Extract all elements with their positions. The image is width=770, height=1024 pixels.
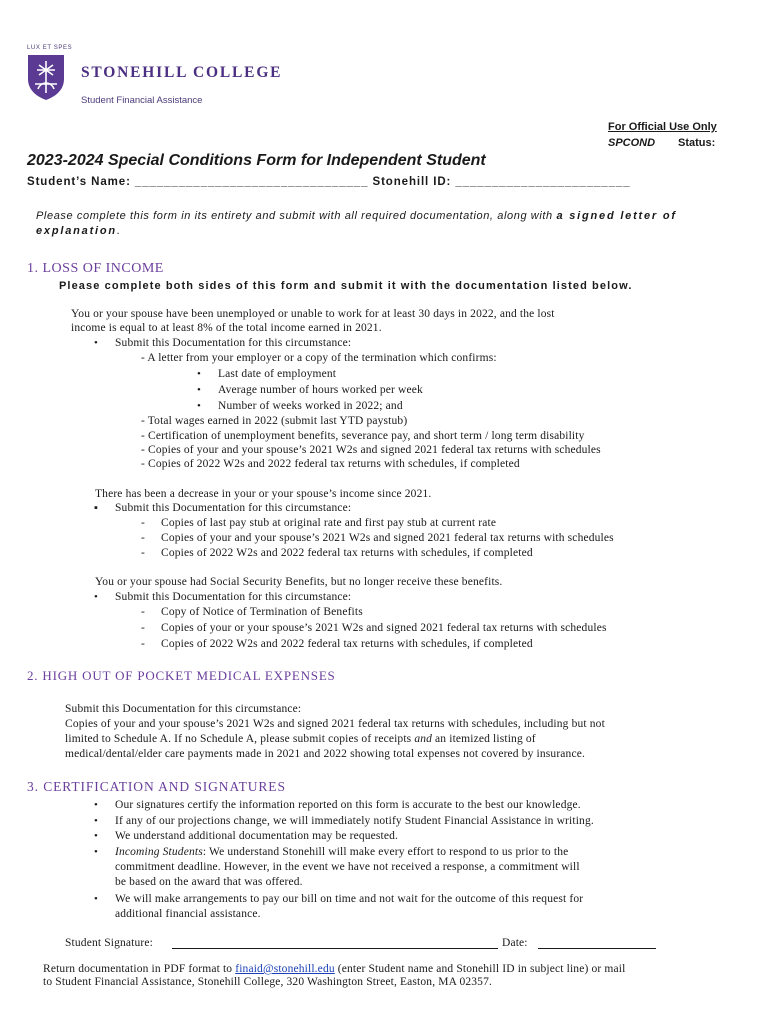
submit-label: Submit this Documentation for this circumstance: [115, 337, 352, 349]
certification-item: Incoming Students: We understand Stonehill will make every effort to respond to us prior to the [115, 846, 569, 858]
section-heading-medical: 2. HIGH OUT OF POCKET MEDICAL EXPENSES [27, 668, 336, 683]
certification-item: We will make arrangements to pay our bill on time and not wait for the outcome of this request for [115, 893, 584, 905]
confirm-item: Average number of hours worked per week [218, 384, 423, 396]
signature-label: Student Signature: [65, 937, 153, 949]
bullet-icon: • [94, 830, 98, 842]
decrease-intro: There has been a decrease in your or your spouse’s income since 2021. [95, 488, 432, 500]
certification-item: If any of our projections change, we will immediately notify Student Financial Assistance in writing. [115, 815, 594, 827]
dash-icon: - [141, 547, 145, 559]
footer-line: Return documentation in PDF format to finaid@stonehill.edu (enter Student name and Stonehill ID in subject line) or mail [43, 963, 626, 975]
bullet-icon: • [197, 400, 201, 412]
student-info-line [27, 176, 631, 188]
bullet-icon: • [94, 893, 98, 905]
name-label: Student’s Name: [27, 176, 131, 188]
section-heading-certification: 3. CERTIFICATION AND SIGNATURES [27, 779, 286, 794]
certification-item: be based on the award that was offered. [115, 876, 303, 888]
bullet-icon: ▪ [94, 502, 98, 514]
bullet-icon: • [94, 799, 98, 811]
certification-item: Our signatures certify the information reported on this form is accurate to the best our knowledge. [115, 799, 581, 811]
bullet-icon: • [94, 591, 98, 603]
dash-icon: - [141, 622, 145, 634]
signature-field[interactable] [172, 948, 498, 949]
doc-item: Copies of 2022 W2s and 2022 federal tax returns with schedules, if completed [161, 547, 533, 559]
dash-icon: - [141, 606, 145, 618]
doc-item: - Copies of your and your spouse’s 2021 W2s and signed 2021 federal tax returns with schedules [141, 444, 601, 456]
bullet-icon: • [197, 368, 201, 380]
logo-motto: LUX ET SPES [27, 45, 73, 51]
instructions: Please complete this form in its entirety and submit with all required documentation, along with a signed letter of explanation. [36, 210, 677, 237]
id-field[interactable]: ________________________ [455, 176, 631, 188]
college-name: STONEHILL COLLEGE [81, 64, 283, 81]
date-field[interactable] [538, 948, 656, 949]
certification-item: We understand additional documentation may be requested. [115, 830, 399, 842]
dash-icon: - [141, 638, 145, 650]
medical-doc-line: limited to Schedule A. If no Schedule A, please submit copies of receipts and an itemized listing of [65, 733, 536, 745]
id-label: Stonehill ID: [372, 176, 452, 188]
bullet-icon: • [94, 815, 98, 827]
certification-item: additional financial assistance. [115, 908, 261, 920]
official-use-label: For Official Use Only [608, 121, 717, 133]
date-label: Date: [502, 937, 528, 949]
submit-label: Submit this Documentation for this circumstance: [65, 703, 302, 715]
section-heading-loss-of-income: 1. LOSS OF INCOME [27, 261, 164, 276]
doc-item: - Copies of 2022 W2s and 2022 federal tax returns with schedules, if completed [141, 458, 520, 470]
loss-intro-line: income is equal to at least 8% of the total income earned in 2021. [71, 322, 382, 334]
certification-item: commitment deadline. However, in the event we have not received a response, a commitment will [115, 861, 580, 873]
doc-item: Copies of your or your spouse’s 2021 W2s and signed 2021 federal tax returns with schedules [161, 622, 607, 634]
doc-item: - Certification of unemployment benefits, severance pay, and short term / long term disability [141, 430, 585, 442]
form-title: 2023-2024 Special Conditions Form for Independent Student [27, 152, 486, 169]
doc-item: - Total wages earned in 2022 (submit last YTD paystub) [141, 415, 408, 427]
status-label: Status: [678, 137, 716, 149]
bullet-icon: • [94, 846, 98, 858]
department-name: Student Financial Assistance [81, 95, 203, 106]
college-crest-icon [26, 53, 66, 101]
submit-label: Submit this Documentation for this circumstance: [115, 502, 352, 514]
confirm-item: Number of weeks worked in 2022; and [218, 400, 403, 412]
doc-item: - A letter from your employer or a copy of the termination which confirms: [141, 352, 497, 364]
medical-doc-line: Copies of your and your spouse’s 2021 W2s and signed 2021 federal tax returns with schedules, including but not [65, 718, 605, 730]
submit-label: Submit this Documentation for this circumstance: [115, 591, 352, 603]
doc-item: Copies of last pay stub at original rate and first pay stub at current rate [161, 517, 497, 529]
doc-item: Copies of 2022 W2s and 2022 federal tax returns with schedules, if completed [161, 638, 533, 650]
dash-icon: - [141, 517, 145, 529]
footer-line: to Student Financial Assistance, Stonehill College, 320 Washington Street, Easton, MA 02357. [43, 976, 492, 988]
dash-icon: - [141, 532, 145, 544]
name-field[interactable]: ________________________________ [134, 176, 369, 188]
email-link[interactable]: finaid@stonehill.edu [235, 963, 335, 975]
bullet-icon: • [94, 337, 98, 349]
doc-item: Copies of your and your spouse’s 2021 W2s and signed 2021 federal tax returns with schedules [161, 532, 614, 544]
loss-intro-line: You or your spouse have been unemployed or unable to work for at least 30 days in 2022, and the lost [71, 308, 555, 320]
ss-intro: You or your spouse had Social Security Benefits, but no longer receive these benefits. [95, 576, 503, 588]
section-subheading: Please complete both sides of this form and submit it with the documentation listed below. [59, 280, 633, 292]
form-code: SPCOND [608, 137, 656, 149]
doc-item: Copy of Notice of Termination of Benefits [161, 606, 363, 618]
confirm-item: Last date of employment [218, 368, 337, 380]
medical-doc-line: medical/dental/elder care payments made in 2021 and 2022 showing total expenses not covered by insurance. [65, 748, 585, 760]
bullet-icon: • [197, 384, 201, 396]
